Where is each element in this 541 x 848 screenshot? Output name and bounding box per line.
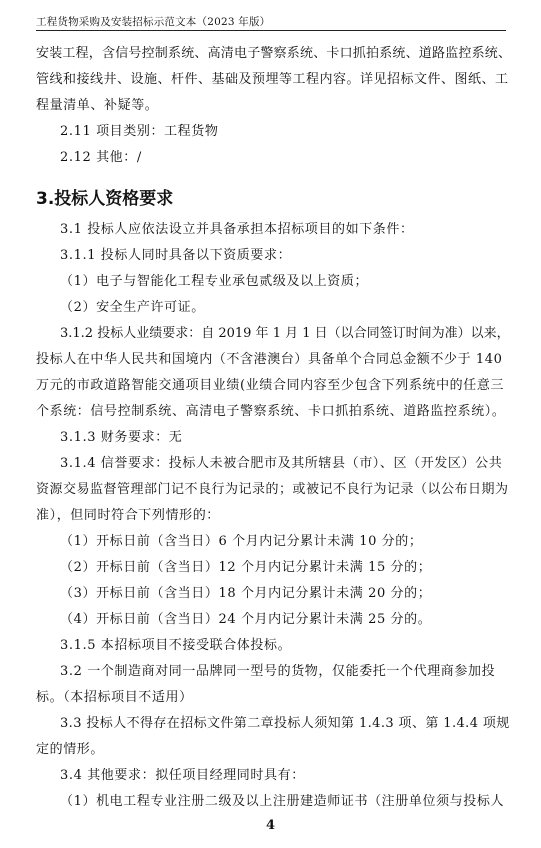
text-line: 3.1.4 信誉要求：投标人未被合肥市及其所辖县（市）、区（开发区）公共 xyxy=(60,456,503,471)
text-line: 3.1.2 投标人业绩要求：自 2019 年 1 月 1 日（以合同签订时间为准）以来， xyxy=(60,326,510,341)
text-line: 2.12 其他：/ xyxy=(60,150,142,165)
page-header xyxy=(36,8,506,31)
text-line: 3.1.3 财务要求：无 xyxy=(60,430,183,445)
page-number: 4 xyxy=(265,818,276,833)
text-line: 个系统：信号控制系统、高清电子警察系统、卡口抓拍系统、道路监控系统）。 xyxy=(36,404,506,419)
header-title: 工程货物采购及安装招标示范文本（2023 年版） xyxy=(36,16,271,28)
text-line: （1）电子与智能化工程专业承包贰级及以上资质； xyxy=(60,274,369,289)
text-line: 定的情形。 xyxy=(36,742,105,757)
text-line: （4）开标日前（含当日）24 个月内记分累计未满 25 分的。 xyxy=(60,612,432,627)
text-line: （1）开标日前（含当日）6 个月内记分累计未满 10 分的； xyxy=(60,534,423,549)
text-line: 程量清单、补疑等。 xyxy=(36,98,159,113)
text-line: 准），但同时符合下列情形的： xyxy=(36,508,220,523)
text-line: 2.11 项目类别：工程货物 xyxy=(60,124,219,139)
text-line: 3.1 投标人应依法设立并具备承担本招标项目的如下条件： xyxy=(60,222,414,237)
text-line: 3.1.5 本招标项目不接受联合体投标。 xyxy=(60,638,292,653)
text-line: 资源交易监督管理部门记不良行为记录的；或被记不良行为记录（以公布日期为 xyxy=(36,482,509,497)
text-line: 3.1.1 投标人同时具备以下资质要求： xyxy=(60,248,292,263)
text-line: （2）安全生产许可证。 xyxy=(60,300,205,315)
text-line: （3）开标日前（含当日）18 个月内记分累计未满 20 分的； xyxy=(60,586,432,601)
text-line: 万元的市政道路智能交通项目业绩(业绩合同内容至少包含下列系统中的任意三 xyxy=(36,378,505,393)
section-heading: 3.投标人资格要求 xyxy=(36,189,174,209)
text-line: 3.4 其他要求：拟任项目经理同时具有： xyxy=(60,768,305,783)
text-line: （2）开标日前（含当日）12 个月内记分累计未满 15 分的； xyxy=(60,560,432,575)
text-line: 投标人在中华人民共和国境内（不含港澳台）具备单个合同总金额不少于 140 xyxy=(36,352,503,367)
text-line: 标。（本招标项目不适用） xyxy=(36,690,193,705)
text-line: 管线和接线井、设施、杆件、基础及预埋等工程内容。详见招标文件、图纸、工 xyxy=(36,72,509,87)
text-line: 3.3 投标人不得存在招标文件第二章投标人须知第 1.4.3 项、第 1.4.4 项规 xyxy=(60,716,510,731)
text-line: 3.2 一个制造商对同一品牌同一型号的货物，仅能委托一个代理商参加投 xyxy=(60,664,496,679)
text-line: 安装工程，含信号控制系统、高清电子警察系统、卡口抓拍系统、道路监控系统、 xyxy=(36,46,512,61)
text-line: （1）机电工程专业注册二级及以上注册建造师证书（注册单位须与投标人 xyxy=(60,794,505,809)
